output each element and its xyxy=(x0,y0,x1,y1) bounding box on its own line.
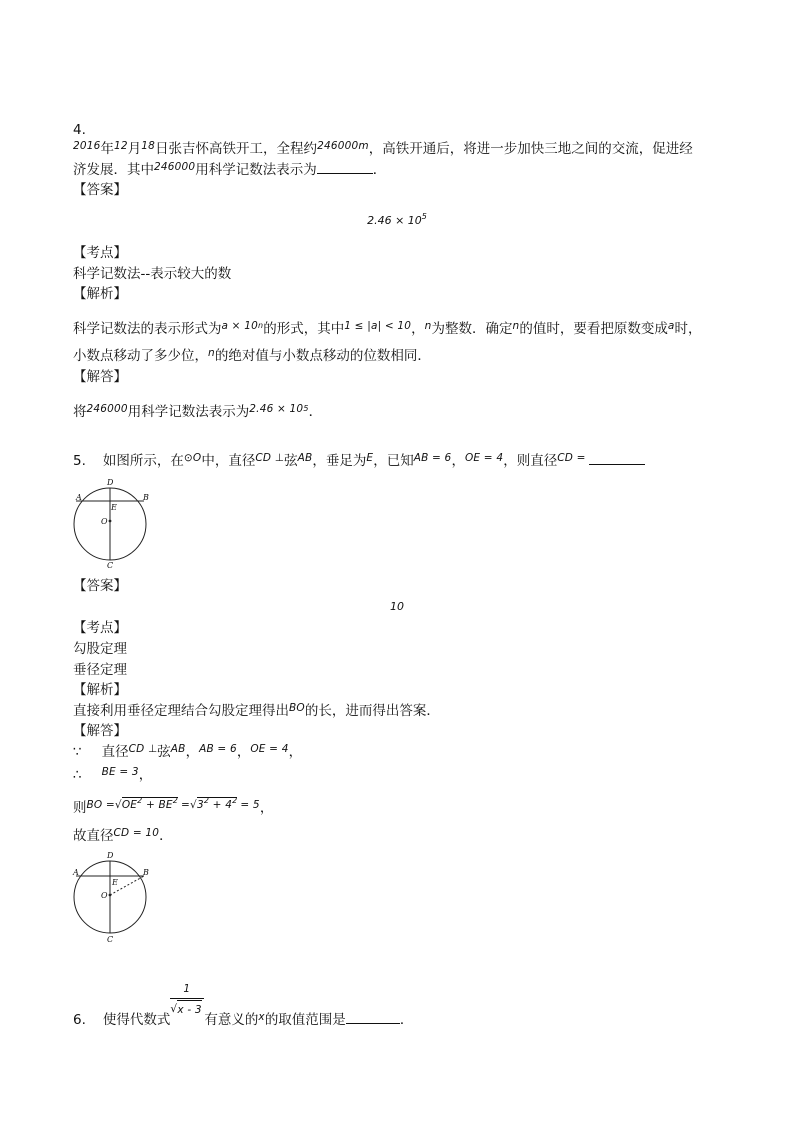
q5-figure-2 xyxy=(70,849,154,945)
q5-text: 如图所示，在 xyxy=(102,453,184,469)
q4-answer-exp: 5 xyxy=(421,212,427,221)
q6-text: 有意义的 xyxy=(204,1012,259,1028)
q5-jieda-text: ， xyxy=(259,800,274,816)
q4-jieda-label: 【解答】 xyxy=(73,369,127,385)
q5-jieda-formula: CD ⊥ xyxy=(128,743,158,755)
fig2-label-b: B xyxy=(143,868,149,877)
q5-var: E xyxy=(366,452,374,464)
q5-jieda-var: + BE xyxy=(142,799,173,811)
q6-answer-blank xyxy=(346,1011,400,1024)
q6-text: 的取值范围是 xyxy=(264,1012,346,1028)
q4-distance: 246000m xyxy=(317,140,369,152)
q5-jieda-text: 直径 xyxy=(101,744,129,760)
q6-var: x xyxy=(258,1011,265,1023)
fig2-label-a: A xyxy=(73,868,79,877)
q6-fraction-denominator: x - 3 xyxy=(177,1000,201,1019)
q6-text: 使得代数式 xyxy=(102,1012,171,1028)
q4-jieda-text: 将 xyxy=(73,404,87,420)
q5-jieda-text: 则 xyxy=(73,800,87,816)
q6-text: ． xyxy=(399,1012,414,1028)
q4-jiexi-text: 的形式，其中 xyxy=(263,321,345,337)
q5-circle: ⊙O xyxy=(183,452,202,464)
therefore-symbol: ∴ xyxy=(73,767,82,783)
q5-jieda-text: 弦 xyxy=(157,744,171,760)
q5-answer-label: 【答案】 xyxy=(73,578,127,594)
q5-formula: CD = xyxy=(557,452,586,464)
q4-jiexi-line1 xyxy=(73,320,702,340)
q5-jieda-formula: AB = 6 xyxy=(199,743,237,755)
q4-jiexi-label: 【解析】 xyxy=(73,286,127,302)
q5-jieda-exp: 2 xyxy=(137,796,143,805)
q4-jiexi-text: 的值时，要看把原数变成 xyxy=(519,321,668,337)
q4-month: 12 xyxy=(114,140,128,152)
q5-jieda-var: + 4 xyxy=(209,799,233,811)
q4-text: 用科学记数法表示为 xyxy=(195,162,317,178)
q5-jieda-text: ． xyxy=(159,828,173,844)
q4-answer-label: 【答案】 xyxy=(73,182,127,198)
q5-formula: OE = 4 xyxy=(464,452,504,464)
q4-jiexi-text: 的绝对值与小数点移动的位数相同． xyxy=(214,348,431,364)
q5-answer-blank xyxy=(589,452,645,465)
q4-text: ，高铁开通后，将进一步加快三地之间的交流，促进经 xyxy=(368,141,693,157)
q4-jieda-number: 246000 xyxy=(86,403,128,415)
q5-jieda-exp: 2 xyxy=(172,796,179,805)
q4-jieda-text: ． xyxy=(308,404,323,420)
q4-jiexi-line2 xyxy=(73,347,431,366)
sqrt-symbol: √ xyxy=(170,1003,178,1015)
q5-therefore-line xyxy=(73,766,152,785)
q5-text: ，垂足为 xyxy=(312,453,367,469)
fig2-label-e: E xyxy=(112,878,118,887)
q5-ze-line xyxy=(73,796,274,819)
q4-day: 18 xyxy=(141,140,156,152)
fig2-label-d: D xyxy=(107,851,114,860)
q6-fraction-bar xyxy=(170,998,204,999)
q5-jieda-text: ， xyxy=(138,767,153,783)
q5-text: ，则直径 xyxy=(503,453,558,469)
q5-jiexi-text: 的长，进而得出答案． xyxy=(304,703,440,719)
q5-jieda-exp: 2 xyxy=(232,796,238,805)
q4-number: 4. xyxy=(73,122,86,138)
q5-text: ，已知 xyxy=(373,453,414,469)
sqrt-radicand-2 xyxy=(197,797,237,811)
q5-jieda-text: ， xyxy=(288,744,303,760)
q5-kaodian-2: 垂径定理 xyxy=(73,662,127,678)
q5-jieda-formula: BO = xyxy=(86,799,115,811)
q4-answer-value xyxy=(0,214,794,227)
q4-text: 月 xyxy=(127,141,142,157)
q5-gu-line xyxy=(73,827,173,846)
q4-jieda-line xyxy=(73,403,322,423)
q4-jiexi-var: n xyxy=(208,347,215,359)
q5-text: ， xyxy=(451,453,465,469)
q5-jieda-formula: = 5 xyxy=(240,799,260,811)
q5-text: 弦 xyxy=(284,453,298,469)
q5-jieda-exp: 2 xyxy=(203,796,210,805)
fig1-label-d: D xyxy=(107,478,114,487)
q6-fraction xyxy=(170,983,204,1024)
q4-text: ． xyxy=(372,162,387,178)
q4-number-value: 246000 xyxy=(154,161,196,173)
q4-text: 济发展．其中 xyxy=(73,162,154,178)
q5-jiexi-var: BO xyxy=(289,702,305,714)
q4-year: 2016 xyxy=(73,140,101,152)
fig2-label-o: O xyxy=(101,891,108,900)
q4-answer-base: 2.46 × 10 xyxy=(367,214,422,227)
q5-because-line xyxy=(73,743,302,762)
q5-jieda-var: AB xyxy=(170,743,186,755)
fig1-label-e: E xyxy=(111,503,117,512)
fig1-label-a: A xyxy=(76,493,82,502)
q4-jiexi-text: 为整数．确定 xyxy=(431,321,513,337)
q6-line xyxy=(73,983,414,1030)
q4-kaodian-label: 【考点】 xyxy=(73,245,127,261)
q4-jieda-exp: 5 xyxy=(303,404,309,413)
q4-jiexi-text: 科学记数法的表示形式为 xyxy=(73,321,222,337)
fig1-label-b: B xyxy=(143,493,149,502)
q4-jiexi-text: ， xyxy=(411,321,425,337)
fig1-label-c: C xyxy=(107,561,114,570)
q4-jieda-text: 用科学记数法表示为 xyxy=(127,404,250,420)
q5-text: 中，直径 xyxy=(201,453,256,469)
sqrt-radicand-1 xyxy=(122,797,178,811)
q5-jieda-var: OE xyxy=(121,799,138,811)
sqrt-symbol: √ xyxy=(114,799,122,811)
q4-jiexi-var: a xyxy=(667,320,675,332)
q4-jiexi-exp: n xyxy=(257,321,264,330)
q5-jieda-text: ， xyxy=(185,744,200,760)
q5-kaodian-label: 【考点】 xyxy=(73,620,127,636)
q5-formula: CD ⊥ xyxy=(255,452,285,464)
q4-jiexi-formula: a × 10 xyxy=(221,320,258,332)
fig1-label-o: O xyxy=(101,517,108,526)
q4-jiexi-text: 小数点移动了多少位， xyxy=(73,348,208,364)
q6-fraction-numerator: 1 xyxy=(183,983,191,995)
q5-jieda-formula: OE = 4 xyxy=(250,743,289,755)
q5-jiexi-label: 【解析】 xyxy=(73,682,127,698)
q4-text: 日张吉怀高铁开工，全程约 xyxy=(155,141,318,157)
q5-jieda-label: 【解答】 xyxy=(73,723,127,739)
q4-kaodian-text: 科学记数法--表示较大的数 xyxy=(73,266,232,282)
q5-line xyxy=(73,452,645,471)
q5-formula: AB = 6 xyxy=(413,452,452,464)
fig2-label-c: C xyxy=(107,935,114,944)
q5-kaodian-1: 勾股定理 xyxy=(73,641,127,657)
q4-text: 年 xyxy=(100,141,115,157)
sqrt-symbol: √ xyxy=(190,799,197,811)
q5-jiexi-line xyxy=(73,702,440,721)
q4-line2 xyxy=(73,161,386,180)
q4-line1 xyxy=(73,140,693,159)
q4-answer-blank xyxy=(317,161,373,174)
q5-jieda-text: 故直径 xyxy=(73,828,114,844)
because-symbol: ∵ xyxy=(73,744,82,760)
q5-jieda-formula: BE = 3 xyxy=(101,766,139,778)
q5-jiexi-text: 直接利用垂径定理结合勾股定理得出 xyxy=(73,703,289,719)
q4-jieda-formula: 2.46 × 10 xyxy=(249,403,304,415)
q5-var: AB xyxy=(297,452,313,464)
q5-jieda-text: ， xyxy=(236,744,251,760)
q5-number: 5. xyxy=(73,453,86,469)
q4-jiexi-var: n xyxy=(512,320,520,332)
q5-jieda-formula: = xyxy=(181,799,191,811)
q6-number: 6. xyxy=(73,1012,86,1028)
q4-jiexi-range: 1 ≤ |a| < 10 xyxy=(344,320,412,332)
q4-jiexi-var: n xyxy=(424,320,432,332)
q5-jieda-formula: CD = 10 xyxy=(113,827,160,839)
q5-answer-value: 10 xyxy=(390,600,404,613)
q5-jieda-var: 3 xyxy=(196,799,204,811)
q4-jiexi-text: 时， xyxy=(674,321,702,337)
q5-figure-1 xyxy=(70,476,152,570)
